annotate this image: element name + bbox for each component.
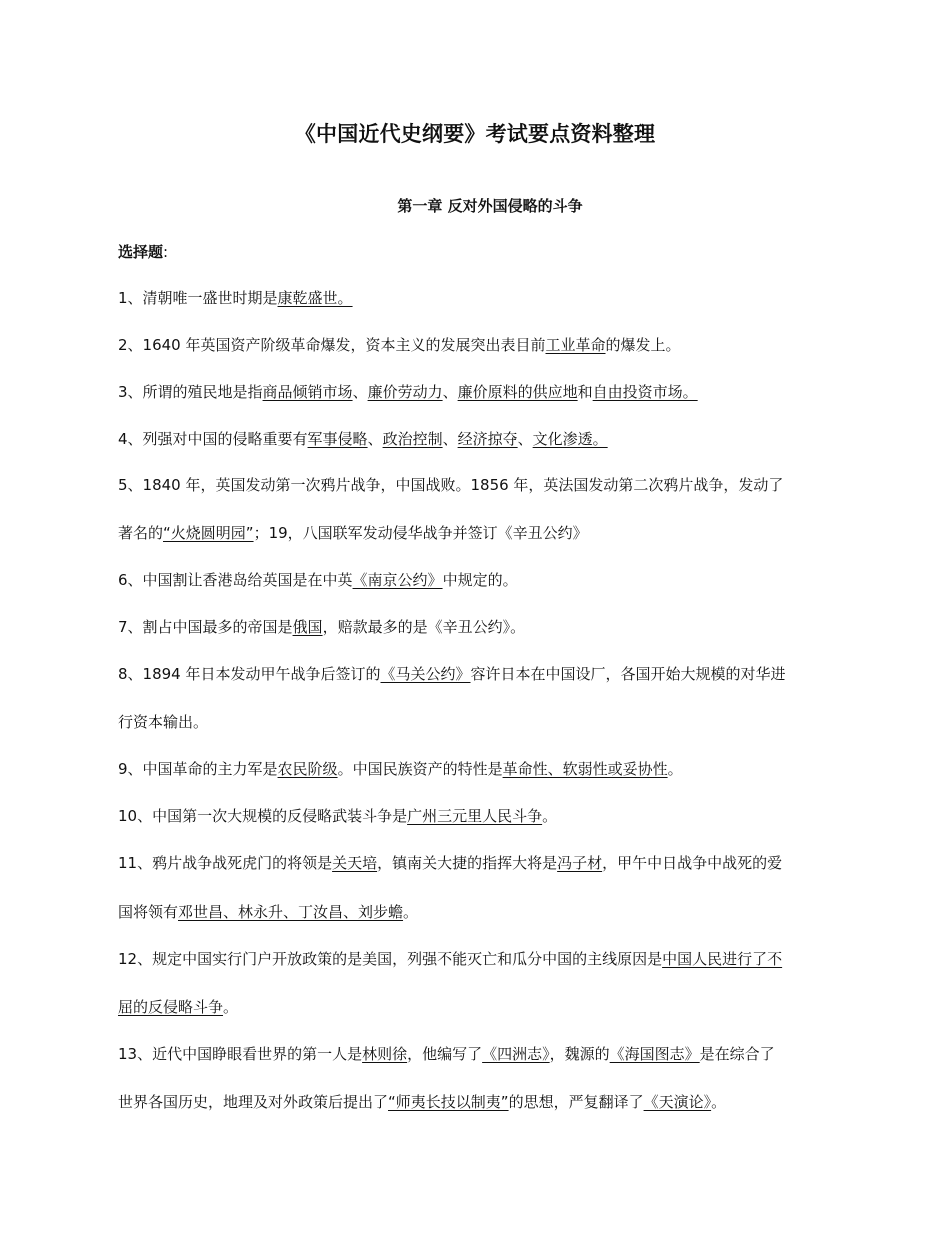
- body-text: 1、清朝唯一盛世时期是: [118, 289, 278, 307]
- body-text: 容许日本在中国设厂，各国开始大规模的对华进: [470, 665, 786, 683]
- document-title: 《中国近代史纲要》考试要点资料整理: [294, 122, 656, 146]
- answer-text: 政治控制: [382, 430, 443, 448]
- body-text: 8、1894 年日本发动甲午战争后签订的: [118, 665, 381, 683]
- answer-text: 邓世昌、林永升、丁汝昌、刘步蟾: [178, 903, 404, 921]
- text-line: [118, 429, 608, 449]
- answer-text: 广州三元里人民斗争: [407, 807, 543, 825]
- text-line: [118, 335, 681, 355]
- body-text: 。: [711, 1093, 727, 1111]
- body-text: 的思想，严复翻译了: [508, 1093, 644, 1111]
- body-text: 12、规定中国实行门户开放政策的是美国，列强不能灭亡和瓜分中国的主线原因是: [118, 950, 663, 968]
- body-text: 国将领有: [118, 903, 179, 921]
- text-line: [118, 902, 418, 922]
- body-text: ，魏源的: [549, 1045, 610, 1063]
- answer-text: 康乾盛世。: [277, 289, 353, 307]
- body-text: 4、列强对中国的侵略重要有: [118, 430, 308, 448]
- answer-text: 农民阶级: [277, 760, 338, 778]
- body-text: 著名的: [118, 524, 164, 542]
- body-text: 、: [367, 430, 383, 448]
- answer-text: 军事侵略: [307, 430, 368, 448]
- body-text: 。中国民族资产的特性是: [337, 760, 503, 778]
- answer-text: 俄国: [292, 618, 323, 636]
- body-text: ，赔款最多的是《辛丑公约》。: [322, 618, 526, 636]
- answer-text: 中国人民进行了不: [662, 950, 783, 968]
- body-text: 。: [667, 760, 683, 778]
- body-text: ，甲午中日战争中战死的爱: [602, 854, 783, 872]
- answer-text: 关天培: [332, 854, 378, 872]
- answer-text: 《南京公约》: [352, 571, 443, 589]
- text-line: [118, 617, 525, 637]
- body-text: 6、中国割让香港岛给英国是在中英: [118, 571, 353, 589]
- body-text: 10、中国第一次大规模的反侵略武装斗争是: [118, 807, 408, 825]
- answer-text: 自由投资市场。: [592, 383, 698, 401]
- answer-text: 文化渗透。: [532, 430, 608, 448]
- body-text: 世界各国历史，地理及对外政策后提出了: [118, 1093, 389, 1111]
- body-text: ；19，八国联军发动侵华战争并签订《辛丑公约》: [253, 524, 588, 542]
- answer-text: 廉价原料的供应地: [457, 383, 578, 401]
- answer-text: 廉价劳动力: [367, 383, 443, 401]
- text-line: [118, 806, 557, 826]
- body-text: 、: [442, 383, 458, 401]
- answer-text: 《海国图志》: [609, 1045, 700, 1063]
- body-text: 2、1640 年英国资产阶级革命爆发，资本主义的发展突出表目前: [118, 336, 546, 354]
- answer-text: 商品倾销市场: [262, 383, 353, 401]
- text-line: [118, 288, 353, 308]
- body-text: 9、中国革命的主力军是: [118, 760, 278, 778]
- answer-text: 林则徐: [362, 1045, 408, 1063]
- body-text: 11、鸦片战争战死虎门的将领是: [118, 854, 333, 872]
- body-text: 中规定的。: [442, 571, 518, 589]
- body-text: 。: [223, 998, 239, 1016]
- body-text: 5、1840 年，英国发动第一次鸦片战争，中国战败。1856 年，英法国发动第二次鸦片战争，发动了: [118, 476, 784, 494]
- body-text: 。: [403, 903, 419, 921]
- text-line: [118, 523, 588, 543]
- answer-text: 经济掠夺: [457, 430, 518, 448]
- answer-text: 《马关公约》: [380, 665, 471, 683]
- body-text: ，他编写了: [407, 1045, 483, 1063]
- body-text: 13、近代中国睁眼看世界的第一人是: [118, 1045, 363, 1063]
- answer-text: 《天演论》: [643, 1093, 712, 1111]
- body-text: ，镇南关大捷的指挥大将是: [377, 854, 558, 872]
- text-line: [118, 997, 238, 1017]
- section-heading: [118, 241, 168, 262]
- text-line: [118, 759, 683, 779]
- text-line: [118, 664, 786, 684]
- body-text: 7、割占中国最多的帝国是: [118, 618, 293, 636]
- text-line: [118, 1044, 775, 1064]
- answer-text: 《四洲志》: [482, 1045, 550, 1063]
- text-line: [118, 853, 782, 873]
- body-text: 的爆发上。: [605, 336, 681, 354]
- answer-text: 冯子材: [557, 854, 603, 872]
- answer-text: 屈的反侵略斗争: [118, 998, 224, 1016]
- text-line: [118, 570, 518, 590]
- text-line: [118, 382, 698, 402]
- text-line: [118, 475, 783, 495]
- text-line: [118, 949, 782, 969]
- body-text: 和: [577, 383, 593, 401]
- answer-text: “火烧圆明园”: [163, 524, 254, 542]
- body-text: 、: [517, 430, 533, 448]
- body-text: 、: [442, 430, 458, 448]
- body-text: 。: [542, 807, 558, 825]
- answer-text: 工业革命: [545, 336, 606, 354]
- body-text: 3、所谓的殖民地是指: [118, 383, 263, 401]
- section-heading-colon: :: [163, 243, 169, 261]
- body-text: 行资本输出。: [118, 713, 209, 731]
- answer-text: 革命性、软弱性或妥协性: [502, 760, 668, 778]
- chapter-title: 第一章 反对外国侵略的斗争: [397, 197, 583, 215]
- body-text: 、: [352, 383, 368, 401]
- section-heading-label: 选择题: [118, 243, 164, 261]
- answer-text: “师夷长技以制夷”: [388, 1093, 509, 1111]
- text-line: [118, 1092, 726, 1112]
- text-line: [118, 712, 208, 732]
- body-text: 是在综合了: [699, 1045, 775, 1063]
